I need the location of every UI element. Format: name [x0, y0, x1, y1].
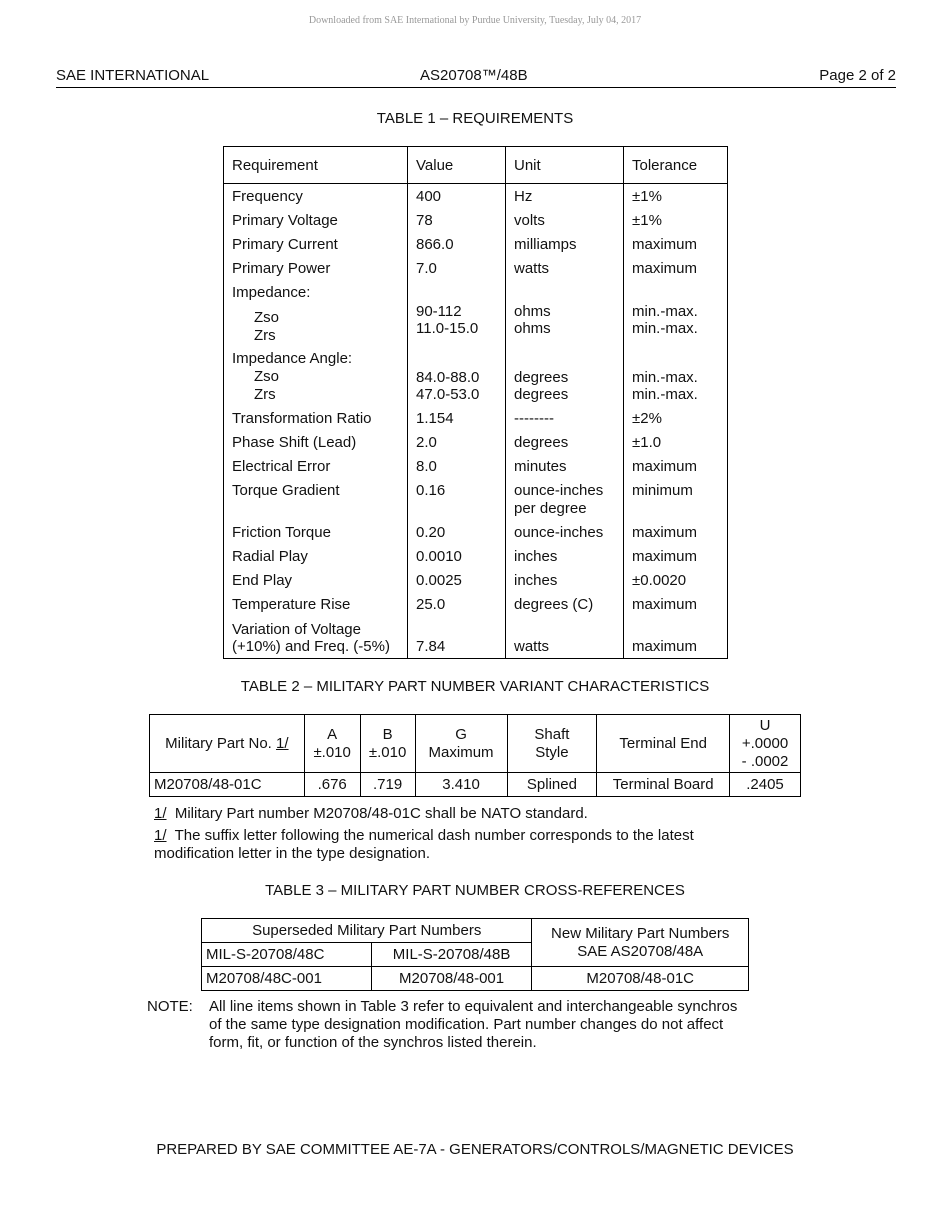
req-tolerance: maximum	[632, 596, 698, 613]
req-tolerance: min.-max.	[632, 369, 698, 386]
req-value: 400	[416, 188, 442, 205]
req-unit: inches	[514, 548, 558, 565]
req-label: Torque Gradient	[232, 482, 340, 499]
req-unit: --------	[514, 410, 554, 427]
req-value: 0.0010	[416, 548, 462, 565]
subheader-48c: MIL-S-20708/48C	[202, 943, 372, 967]
req-value: 84.0-88.0	[416, 369, 480, 386]
header-requirement: Requirement	[232, 157, 318, 174]
req-unit: ohms	[514, 303, 551, 320]
req-tolerance: maximum	[632, 236, 698, 253]
variant-characteristics-table	[149, 714, 801, 797]
req-label: Electrical Error	[232, 458, 331, 475]
req-tolerance: ±1%	[632, 188, 662, 205]
req-value: 11.0-15.0	[416, 320, 479, 337]
req-tolerance: min.-max.	[632, 320, 698, 337]
page-number: Page 2 of 2	[819, 67, 896, 84]
cell-g: 3.410	[415, 773, 507, 797]
prepared-by-footer: PREPARED BY SAE COMMITTEE AE-7A - GENERATORS/CONTROLS/MAGNETIC DEVICES	[156, 1141, 794, 1158]
cell-new-part: M20708/48-01C	[532, 967, 749, 991]
cell-a: .676	[304, 773, 360, 797]
req-unit: watts	[514, 260, 550, 277]
req-value: 90-112	[416, 303, 462, 320]
table-row	[202, 967, 749, 991]
header-superseded: Superseded Military Part Numbers	[202, 919, 532, 943]
req-label: Frequency	[232, 188, 303, 205]
req-label: Primary Power	[232, 260, 331, 277]
req-tolerance: maximum	[632, 458, 698, 475]
table2-caption: TABLE 2 – MILITARY PART NUMBER VARIANT CHARACTERISTICS	[240, 678, 710, 695]
req-label: Zrs	[254, 386, 276, 403]
req-tolerance: ±1%	[632, 212, 662, 229]
req-value: 7.84	[416, 638, 446, 655]
req-label: Zrs	[254, 327, 276, 344]
cell-b: .719	[360, 773, 415, 797]
req-label: Temperature Rise	[232, 596, 351, 613]
req-tolerance: ±2%	[632, 410, 662, 427]
header-terminal-end: Terminal End	[597, 715, 730, 773]
header-part-number: Military Part No. 1/	[150, 715, 305, 773]
req-unit: inches	[514, 572, 558, 589]
req-value: 25.0	[416, 596, 446, 613]
subheader-48b: MIL-S-20708/48B	[371, 943, 532, 967]
req-unit: volts	[514, 212, 545, 229]
req-tolerance: maximum	[632, 638, 698, 655]
req-label: Impedance:	[232, 284, 311, 301]
req-unit: degrees	[514, 434, 569, 451]
req-label: Transformation Ratio	[232, 410, 372, 427]
req-tolerance: min.-max.	[632, 386, 698, 403]
req-value: 8.0	[416, 458, 437, 475]
table3-caption: TABLE 3 – MILITARY PART NUMBER CROSS-REFERENCES	[265, 882, 685, 899]
req-unit: Hz	[514, 188, 533, 205]
req-value: 78	[416, 212, 433, 229]
req-value: 0.0025	[416, 572, 462, 589]
cell-u: .2405	[730, 773, 801, 797]
req-tolerance: maximum	[632, 260, 698, 277]
req-value: 866.0	[416, 236, 454, 253]
req-label: Friction Torque	[232, 524, 331, 541]
req-value: 2.0	[416, 434, 437, 451]
req-unit: milliamps	[514, 236, 577, 253]
req-tolerance: ±1.0	[632, 434, 662, 451]
download-watermark: Downloaded from SAE International by Purdue University, Tuesday, July 04, 2017	[308, 15, 642, 26]
header-tolerance: Tolerance	[632, 157, 698, 174]
header-u: U +.0000 - .0002	[730, 715, 801, 773]
req-tolerance: ±0.0020	[632, 572, 687, 589]
req-unit: degrees	[514, 369, 569, 386]
table1-caption: TABLE 1 – REQUIREMENTS	[376, 110, 574, 127]
req-value: 7.0	[416, 260, 437, 277]
req-tolerance: min.-max.	[632, 303, 698, 320]
req-label: Radial Play	[232, 548, 308, 565]
note-label: NOTE:	[147, 998, 193, 1015]
header-unit: Unit	[514, 157, 541, 174]
req-label: Variation of Voltage	[232, 621, 361, 638]
note-text: All line items shown in Table 3 refer to equivalent and interchangeable synchros of the same type designation modification. Part number changes do not affect form, fit, or function of the synchros listed therein.	[209, 998, 738, 1051]
publisher-name: SAE INTERNATIONAL	[56, 67, 210, 84]
req-label: (+10%) and Freq. (-5%)	[232, 638, 390, 655]
req-unit: ohms	[514, 320, 551, 337]
req-unit: minutes	[514, 458, 567, 475]
req-unit: degrees (C)	[514, 596, 594, 613]
req-value: 0.20	[416, 524, 446, 541]
req-label: Primary Current	[232, 236, 338, 253]
header-b: B ±.010	[360, 715, 415, 773]
req-label: Phase Shift (Lead)	[232, 434, 357, 451]
req-value: 47.0-53.0	[416, 386, 480, 403]
req-tolerance: maximum	[632, 524, 698, 541]
header-new: New Military Part Numbers SAE AS20708/48A	[532, 919, 749, 967]
req-label: End Play	[232, 572, 293, 589]
cell-shaft-style: Splined	[507, 773, 597, 797]
req-value: 0.16	[416, 482, 446, 499]
req-unit: ounce-inches	[514, 482, 604, 499]
cell-48b-part: M20708/48-001	[371, 967, 532, 991]
req-unit: degrees	[514, 386, 569, 403]
req-tolerance: maximum	[632, 548, 698, 565]
requirements-table	[223, 146, 728, 659]
req-unit: ounce-inches	[514, 524, 604, 541]
req-value: 1.154	[416, 410, 454, 427]
header-a: A ±.010	[304, 715, 360, 773]
header-g: G Maximum	[415, 715, 507, 773]
table-row	[150, 773, 801, 797]
req-tolerance: minimum	[632, 482, 693, 499]
footnote: 1/ Military Part number M20708/48-01C shall be NATO standard.	[154, 805, 588, 822]
req-label: Zso	[254, 368, 280, 385]
req-label: Zso	[254, 309, 280, 326]
cross-reference-table	[201, 918, 749, 991]
req-unit: watts	[514, 638, 550, 655]
cell-terminal-end: Terminal Board	[597, 773, 730, 797]
req-unit-continued: per degree	[514, 500, 587, 517]
req-label: Impedance Angle:	[232, 350, 353, 367]
cell-part-number: M20708/48-01C	[150, 773, 305, 797]
page-header	[56, 67, 896, 88]
header-value: Value	[416, 157, 454, 174]
document-number: AS20708™/48B	[420, 67, 528, 84]
header-shaft-style: Shaft Style	[507, 715, 597, 773]
req-label: Primary Voltage	[232, 212, 338, 229]
footnote: 1/ The suffix letter following the numerical dash number corresponds to the latest modification letter in the type designation.	[154, 827, 694, 862]
cell-48c-part: M20708/48C-001	[202, 967, 372, 991]
